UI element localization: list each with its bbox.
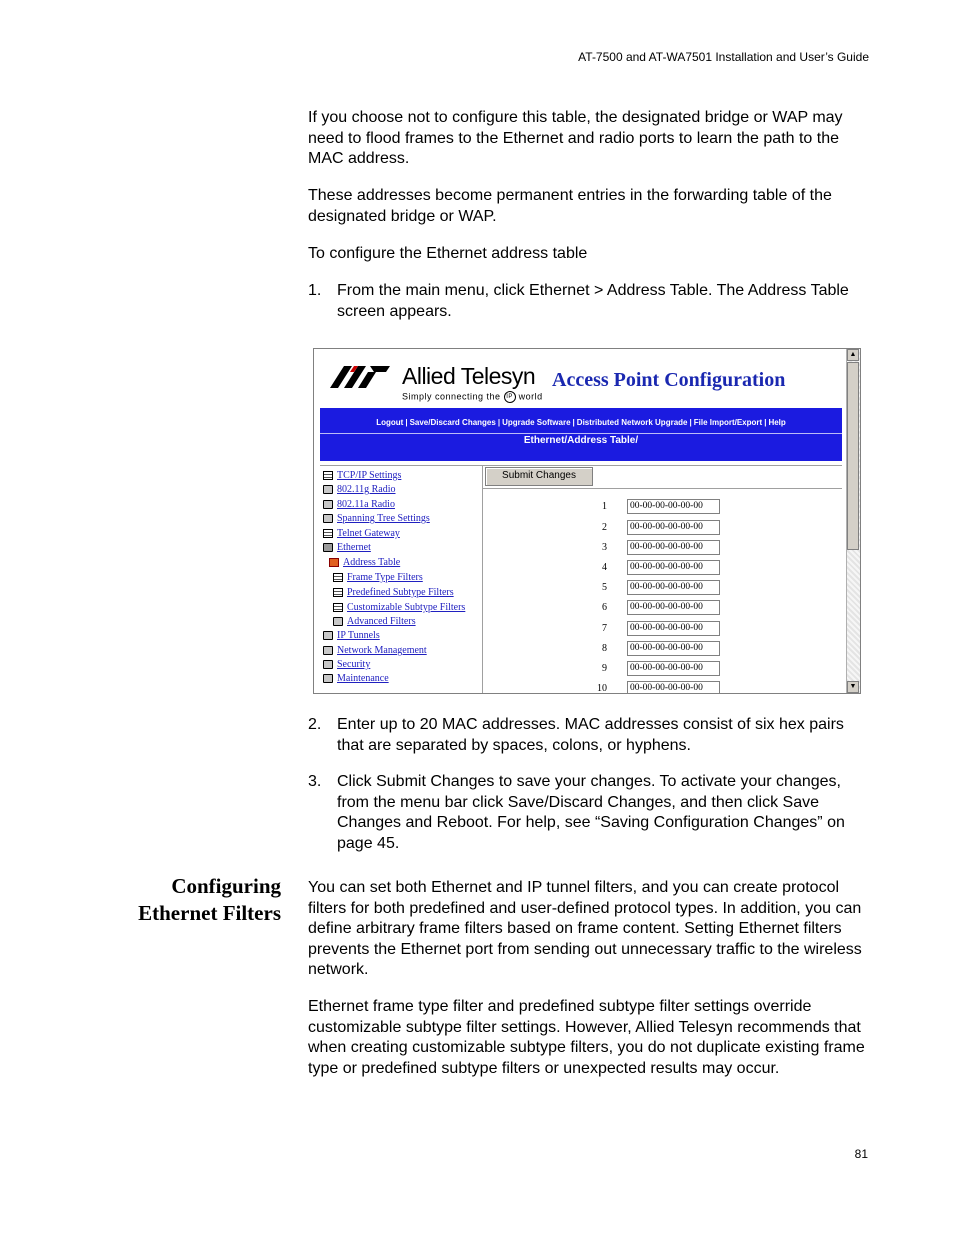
app-title: Access Point Configuration [552, 369, 786, 391]
scroll-thumb[interactable] [847, 362, 859, 550]
mac-address-input[interactable]: 00-00-00-00-00-00 [627, 560, 720, 575]
address-index: 6 [602, 602, 607, 613]
tree-item-customizable-subtype-filters[interactable] [347, 601, 465, 615]
folder-icon [333, 617, 343, 626]
address-index: 10 [597, 683, 607, 693]
folder-icon [323, 514, 333, 523]
table-row [483, 580, 842, 596]
address-index: 9 [602, 663, 607, 674]
brand-tagline [402, 391, 543, 403]
address-index: 5 [602, 582, 607, 593]
step-number: 2. [308, 716, 322, 733]
step-3 [308, 772, 870, 854]
tree-item-label: Spanning Tree Settings [337, 513, 430, 524]
table-row [483, 560, 842, 576]
menu-upgrade-software[interactable]: Upgrade Software [502, 418, 571, 427]
tree-item-ip-tunnels[interactable] [337, 629, 380, 643]
mac-address-input[interactable]: 00-00-00-00-00-00 [627, 641, 720, 656]
tree-item-label: Frame Type Filters [347, 572, 423, 583]
table-row [483, 540, 842, 556]
running-header: AT-7500 and AT-WA7501 Installation and User’s Guide [578, 50, 869, 64]
step-number: 1. [308, 282, 322, 299]
tagline-right: world [518, 391, 543, 402]
tree-item-label: Security [337, 659, 371, 670]
tree-item-ethernet[interactable] [337, 541, 371, 555]
step-text: Click Submit Changes to save your changes. To activate your changes, from the menu bar click Save/Discard Changes, and then click Save Changes and Reboot. For help, see “Saving Configuration Changes” on page 45. [337, 773, 845, 852]
folder-icon [323, 674, 333, 683]
document-icon [333, 603, 343, 612]
menu-help[interactable]: Help [768, 418, 786, 427]
ip-badge-icon: IP [504, 391, 516, 403]
menu-logout[interactable]: Logout [376, 418, 404, 427]
address-table-form [483, 465, 842, 693]
ethernet-filters-paragraph: You can set both Ethernet and IP tunnel filters, and you can create protocol filters for both predefined and user-defined protocol types. In addition, you can define arbitrary frame filters based on frame content. Setting Ethernet filters prevents the Ethernet port from sending out unnecessary traffic to the wireless network. [308, 879, 862, 978]
tree-item-label: Advanced Filters [347, 616, 416, 627]
menu-divider [320, 433, 842, 434]
tree-item-label: TCP/IP Settings [337, 470, 402, 481]
mac-address-input[interactable]: 00-00-00-00-00-00 [627, 499, 720, 514]
mac-address-input[interactable]: 00-00-00-00-00-00 [627, 540, 720, 555]
table-row [483, 641, 842, 657]
step-2 [308, 715, 870, 756]
page-number: 81 [854, 1147, 868, 1161]
form-divider [483, 488, 842, 489]
scroll-up-icon[interactable]: ▲ [847, 349, 859, 361]
address-index: 8 [602, 643, 607, 654]
tree-item-address-table[interactable] [343, 556, 400, 570]
vertical-scrollbar[interactable] [846, 349, 860, 693]
address-index: 7 [602, 623, 607, 634]
tree-item-label: 802.11g Radio [337, 484, 396, 495]
tree-item-80211a-radio[interactable] [337, 498, 395, 512]
tree-item-security[interactable] [337, 658, 370, 672]
menu-distributed-upgrade[interactable]: Distributed Network Upgrade [576, 418, 688, 427]
address-index: 3 [602, 542, 607, 553]
table-row [483, 600, 842, 616]
allied-telesyn-logo-icon [330, 366, 390, 388]
menu-save-discard[interactable]: Save/Discard Changes [409, 418, 496, 427]
table-row [483, 499, 842, 515]
menu-items: Logout | Save/Discard Changes | Upgrade Software | Distributed Network Upgrade | File Import/Export | Help [376, 418, 786, 427]
tree-item-label: Ethernet [337, 542, 371, 553]
tree-item-label: Predefined Subtype Filters [347, 587, 454, 598]
section-heading [100, 873, 281, 927]
scroll-down-icon[interactable]: ▼ [847, 681, 859, 693]
document-active-icon [329, 558, 339, 567]
tree-item-advanced-filters[interactable] [347, 615, 416, 629]
menu-file-import-export[interactable]: File Import/Export [693, 418, 763, 427]
tree-item-label: Address Table [343, 557, 401, 568]
step-1 [308, 281, 870, 322]
section-heading-line-1: Configuring [171, 874, 281, 898]
brand-name: Allied Telesyn [402, 363, 536, 389]
filter-override-paragraph: Ethernet frame type filter and predefined subtype filter settings override customizable subtype filter settings. However, Allied Telesyn recommends that when creating customizable subtype filters, you do not duplicate existing frame type or predefined subtype filters or unexpected results may occur. [308, 998, 865, 1077]
tagline-left: Simply connecting the [402, 391, 501, 402]
address-index: 4 [602, 562, 607, 573]
tree-item-predefined-subtype-filters[interactable] [347, 586, 454, 600]
folder-icon [323, 646, 333, 655]
tree-item-maintenance[interactable] [337, 672, 389, 686]
folder-open-icon [323, 543, 333, 552]
mac-address-input[interactable]: 00-00-00-00-00-00 [627, 681, 720, 693]
tree-item-tcpip-settings[interactable] [337, 469, 401, 483]
tree-item-label: Network Management [337, 645, 427, 656]
table-row [483, 520, 842, 536]
tree-item-80211g-radio[interactable] [337, 483, 396, 497]
table-row [483, 621, 842, 637]
step-number: 3. [308, 773, 322, 790]
folder-icon [323, 500, 333, 509]
step-text: Enter up to 20 MAC addresses. MAC addresses consist of six hex pairs that are separated by spaces, colons, or hyphens. [337, 716, 844, 754]
tree-item-label: 802.11a Radio [337, 499, 395, 510]
tree-item-spanning-tree[interactable] [337, 512, 430, 526]
mac-address-input[interactable]: 00-00-00-00-00-00 [627, 520, 720, 535]
document-icon [333, 573, 343, 582]
tree-item-label: IP Tunnels [337, 630, 380, 641]
navigation-tree [320, 465, 483, 693]
address-index: 2 [602, 522, 607, 533]
folder-icon [323, 660, 333, 669]
address-table-screenshot [313, 348, 861, 694]
step-text: From the main menu, click Ethernet > Address Table. The Address Table screen appears. [337, 282, 849, 320]
table-row [483, 681, 842, 693]
tree-item-telnet-gateway[interactable] [337, 527, 400, 541]
mac-address-input[interactable]: 00-00-00-00-00-00 [627, 661, 720, 676]
document-icon [323, 529, 333, 538]
tree-item-frame-type-filters[interactable] [347, 571, 423, 585]
submit-changes-button[interactable]: Submit Changes [485, 467, 593, 486]
procedure-intro: To configure the Ethernet address table [308, 245, 588, 262]
address-index: 1 [602, 501, 607, 512]
folder-icon [323, 631, 333, 640]
mac-address-input[interactable]: 00-00-00-00-00-00 [627, 580, 720, 595]
tree-item-network-management[interactable] [337, 644, 427, 658]
table-row [483, 661, 842, 677]
section-heading-line-2: Ethernet Filters [138, 901, 281, 925]
tree-item-label: Customizable Subtype Filters [347, 602, 466, 613]
mac-address-input[interactable]: 00-00-00-00-00-00 [627, 621, 720, 636]
tree-item-label: Maintenance [337, 673, 389, 684]
document-icon [333, 588, 343, 597]
permanent-entries-paragraph: These addresses become permanent entries in the forwarding table of the designated bridge or WAP. [308, 187, 832, 225]
intro-paragraph: If you choose not to configure this table, the designated bridge or WAP may need to flood frames to the Ethernet and radio ports to learn the path to the MAC address. [308, 109, 843, 167]
menu-bar [320, 408, 842, 461]
document-icon [323, 471, 333, 480]
mac-address-input[interactable]: 00-00-00-00-00-00 [627, 600, 720, 615]
brand-bar [320, 361, 840, 405]
tree-item-label: Telnet Gateway [337, 528, 400, 539]
screen-title: Ethernet/Address Table/ [523, 435, 639, 446]
folder-icon [323, 485, 333, 494]
